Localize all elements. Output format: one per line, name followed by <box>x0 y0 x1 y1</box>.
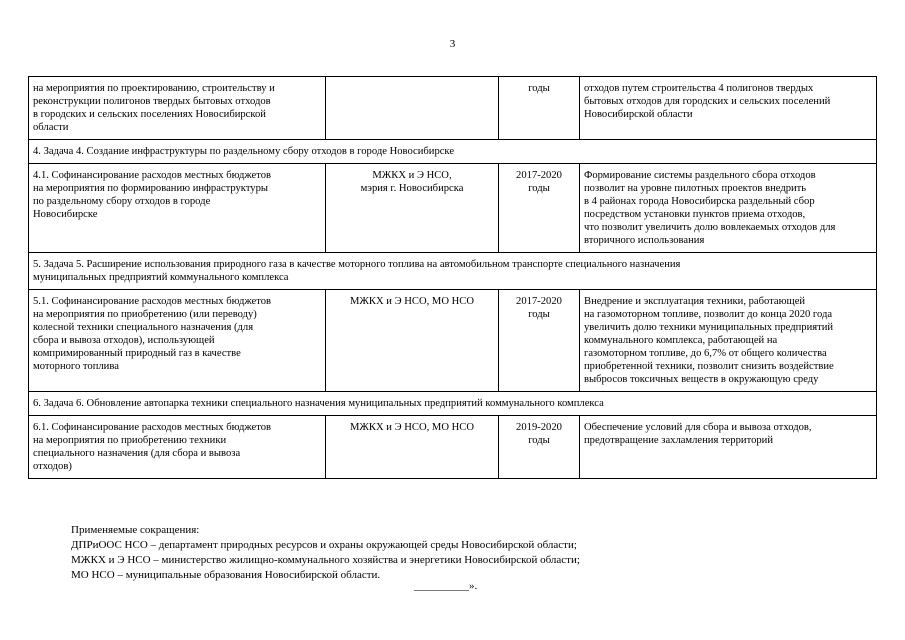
result-cell: Обеспечение условий для сбора и вывоза отходов, предотвращение захламления территорий <box>580 416 877 479</box>
task-row <box>29 253 877 290</box>
period-cell: годы <box>499 77 580 140</box>
table-row <box>29 164 877 253</box>
result-cell: Внедрение и эксплуатация техники, работающей на газомоторном топливе, позволит до конца 2020 года увеличить долю техники муниципальных предприятий коммунального комплекса, работающей на газомоторном топливе, до 6,7% от общего количества приобретенной техники, позволит снизить воздействие выбросов токсичных веществ в окружающую среду <box>580 290 877 392</box>
result-cell: отходов путем строительства 4 полигонов твердых бытовых отходов для городских и сельских поселений Новосибирской области <box>580 77 877 140</box>
table-row <box>29 290 877 392</box>
task-heading: 5. Задача 5. Расширение использования природного газа в качестве моторного топлива на автомобильном транспорте специального назначения муниципальных предприятий коммунального комплекса <box>29 253 877 290</box>
task-row <box>29 140 877 164</box>
abbreviations-notes <box>71 523 580 583</box>
measure-cell: 6.1. Софинансирование расходов местных бюджетов на мероприятия по приобретению техники специального назначения (для сбора и вывоза отходов) <box>29 416 326 479</box>
table-row <box>29 77 877 140</box>
note-item: ДПРиООС НСО – департамент природных ресурсов и охраны окружающей среды Новосибирской области; <box>71 539 577 551</box>
period-cell: 2017-2020 годы <box>499 290 580 392</box>
executor-cell: МЖКХ и Э НСО, мэрия г. Новосибирска <box>326 164 499 253</box>
result-cell: Формирование системы раздельного сбора отходов позволит на уровне пилотных проектов внедрить в 4 районах города Новосибирска раздельный сбор посредством установки пунктов приема отходов, что позволит увеличить долю вовлекаемых отходов для вторичного использования <box>580 164 877 253</box>
note-item: МО НСО – муниципальные образования Новосибирской области. <box>71 569 381 581</box>
period-cell: 2017-2020 годы <box>499 164 580 253</box>
table-row <box>29 416 877 479</box>
period-cell: 2019-2020 годы <box>499 416 580 479</box>
measure-cell: на мероприятия по проектированию, строительству и реконструкции полигонов твердых бытовых отходов в городских и сельских поселениях Новосибирской области <box>29 77 326 140</box>
task-heading: 4. Задача 4. Создание инфраструктуры по раздельному сбору отходов в городе Новосибирске <box>29 140 877 164</box>
task-heading: 6. Задача 6. Обновление автопарка техники специального назначения муниципальных предприятий коммунального комплекса <box>29 392 877 416</box>
measures-table <box>28 76 877 479</box>
measure-cell: 5.1. Софинансирование расходов местных бюджетов на мероприятия по приобретению (или переводу) колесной техники специального назначения (для сбора и вывоза отходов), использующей компримированный природный газ в качестве моторного топлива <box>29 290 326 392</box>
executor-cell <box>326 77 499 140</box>
note-item: МЖКХ и Э НСО – министерство жилищно-коммунального хозяйства и энергетики Новосибирской области; <box>71 554 580 566</box>
notes-heading: Применяемые сокращения: <box>71 524 200 536</box>
measure-cell: 4.1. Софинансирование расходов местных бюджетов на мероприятия по формированию инфраструктуры по раздельному сбору отходов в городе Новосибирске <box>29 164 326 253</box>
closing-mark: __________». <box>414 580 478 592</box>
executor-cell: МЖКХ и Э НСО, МО НСО <box>326 416 499 479</box>
page-number: 3 <box>449 38 456 50</box>
task-row <box>29 392 877 416</box>
executor-cell: МЖКХ и Э НСО, МО НСО <box>326 290 499 392</box>
